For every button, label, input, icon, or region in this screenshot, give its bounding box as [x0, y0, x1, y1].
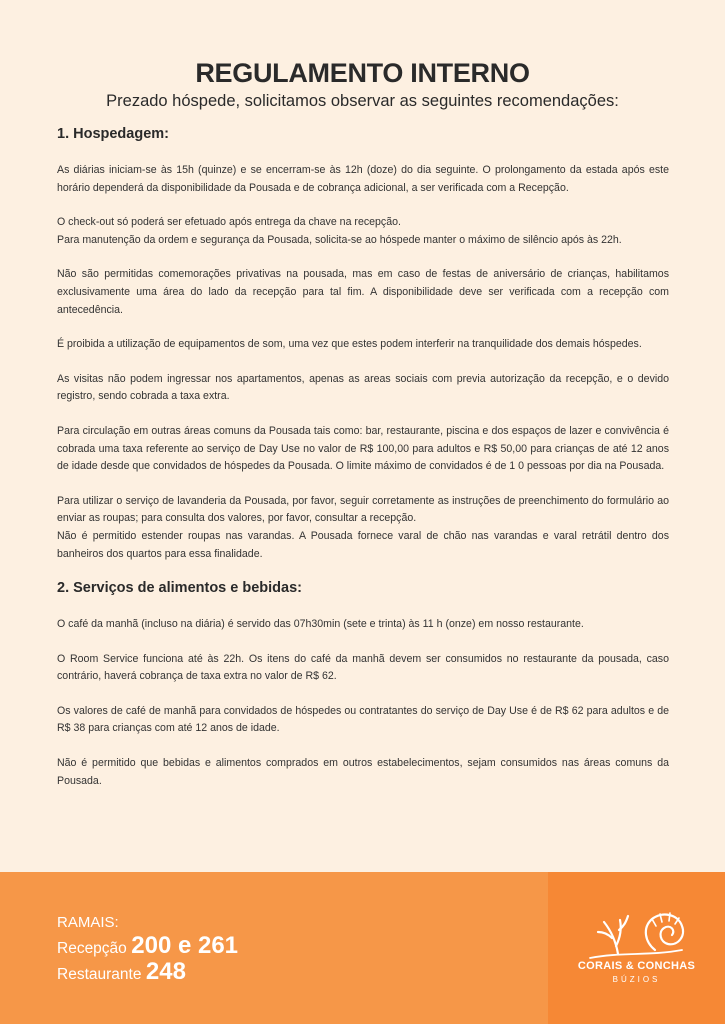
- extension-number: 248: [145, 958, 186, 985]
- extension-recepcao: [57, 932, 238, 960]
- paragraph-text: O check-out só poderá ser efetuado após entrega da chave na recepção.: [57, 216, 401, 229]
- paragraph-text: As diárias iniciam-se às 15h (quinze) e se encerram-se às 12h (doze) do dia seguinte. O prolongamento da estada após este horário dependerá da disponibilidade da Pousada e de cobrança adicional, a ser verificada com a Recepção.: [57, 164, 669, 194]
- seashell-coral-icon: [560, 902, 715, 1002]
- paragraph-text: Os valores de café de manhã para convidados de hóspedes ou contratantes do serviço de Day Use é de R$ 62 para adultos e de R$ 38 para crianças com até 12 anos de idade.: [57, 704, 669, 735]
- paragraph: [57, 493, 669, 563]
- paragraph-text: Não são permitidas comemorações privativas na pousada, mas em caso de festas de aniversário de crianças, habilitamos exclusivamente uma área do lado da recepção para tal fim. A disponibilidade deve ser verificada com a recepção com antecedência.: [57, 268, 669, 316]
- paragraph: [57, 423, 669, 476]
- paragraph: [57, 214, 669, 249]
- paragraph-text: É proibida a utilização de equipamentos de som, uma vez que estes podem interferir na tranquilidade dos demais hóspedes.: [57, 338, 642, 351]
- paragraph: [57, 336, 669, 354]
- ramais-label: RAMAIS:: [57, 914, 119, 931]
- logo-name: CORAIS & CONCHAS: [577, 960, 696, 972]
- paragraph-text: Para utilizar o serviço de lavanderia da Pousada, por favor, seguir corretamente as instruções de preenchimento do formulário ao enviar as roupas; para consulta dos valores, por favor, consultar a recepção.: [57, 494, 669, 525]
- page-subtitle: Prezado hóspede, solicitamos observar as seguintes recomendações:: [106, 92, 619, 110]
- paragraph: [57, 651, 669, 686]
- extension-restaurante: [57, 958, 186, 986]
- extension-label: Restaurante: [57, 966, 142, 983]
- paragraph: [57, 755, 669, 790]
- extension-number: 200 e 261: [131, 932, 239, 959]
- extension-label: Recepção: [57, 940, 127, 957]
- paragraph-text: Não é permitido que bebidas e alimentos comprados em outros estabelecimentos, sejam consumidos nas áreas comuns da Pousada.: [57, 757, 669, 787]
- paragraph: [57, 616, 669, 634]
- paragraph: [57, 703, 669, 738]
- paragraph-text: Para manutenção da ordem e segurança da Pousada, solicita-se ao hóspede manter o máximo de silêncio após às 22h.: [57, 233, 622, 246]
- logo-place: BÚZIOS: [612, 975, 661, 984]
- page-title: REGULAMENTO INTERNO: [195, 58, 530, 88]
- paragraph: [57, 266, 669, 319]
- paragraph: [57, 162, 669, 197]
- section-heading-hospedagem: 1. Hospedagem:: [57, 126, 169, 142]
- section-heading-alimentos-bebidas: 2. Serviços de alimentos e bebidas:: [57, 580, 302, 597]
- paragraph-text: As visitas não podem ingressar nos apartamentos, apenas as areas sociais com previa autorização da recepção, e o devido registro, sendo cobrada a taxa extra.: [57, 372, 669, 403]
- paragraph-text: O café da manhã (incluso na diária) é servido das 07h30min (sete e trinta) às 11 h (onze) em nosso restaurante.: [57, 618, 584, 631]
- paragraph-text: Não é permitido estender roupas nas varandas. A Pousada fornece varal de chão nas varandas e varal retrátil dentro dos banheiros dos quartos para essa finalidade.: [57, 529, 669, 560]
- paragraph: [57, 371, 669, 406]
- regulation-content: [57, 126, 669, 790]
- paragraph-text: Para circulação em outras áreas comuns da Pousada tais como: bar, restaurante, piscina e dos espaços de lazer e convivência é cobrada uma taxa referente ao serviço de Day Use no valor de R$ 100,00 para adultos e R$ 50,00 para crianças de até 12 anos de idade desde que convidados de hóspedes da Pousada. O limite máximo de convidados é de 1 0 pessoas por dia na Pousada.: [57, 424, 669, 473]
- paragraph-text: O Room Service funciona até às 22h. Os itens do café da manhã devem ser consumidos no restaurante da pousada, caso contrário, haverá cobrança de taxa extra no valor de R$ 62.: [57, 652, 669, 683]
